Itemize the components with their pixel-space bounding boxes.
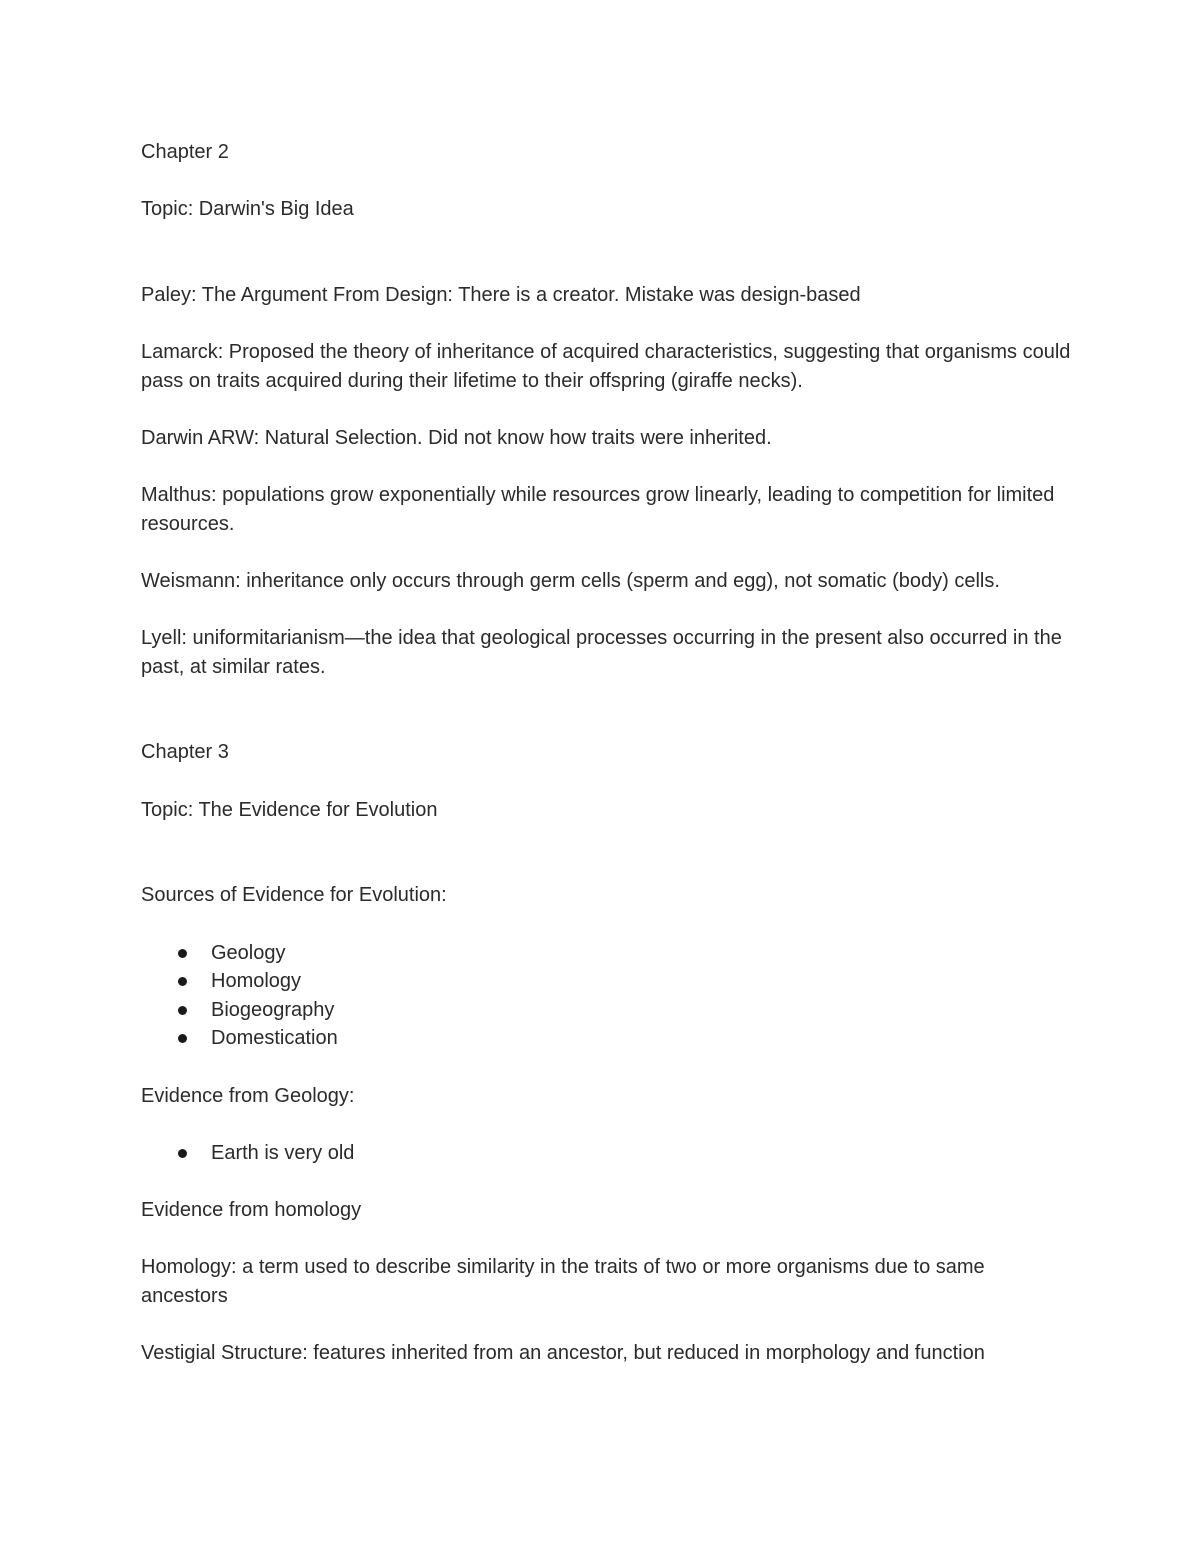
list-item xyxy=(141,967,1071,996)
geology-list xyxy=(141,1139,1071,1168)
homology-label: Evidence from homology xyxy=(141,1198,362,1221)
chapter-2-topic: Topic: Darwin's Big Idea xyxy=(141,198,354,221)
list-item-text: Earth is very old xyxy=(211,1141,355,1164)
list-item xyxy=(141,1139,1071,1168)
weismann-paragraph: Weismann: inheritance only occurs through germ cells (sperm and egg), not somatic (body) cells. xyxy=(141,569,1000,592)
list-item-text: Biogeography xyxy=(211,998,335,1021)
document-page xyxy=(141,138,1071,1368)
list-item-text: Homology xyxy=(211,970,302,993)
bullet-icon xyxy=(178,977,187,986)
bullet-icon xyxy=(178,949,187,958)
list-item xyxy=(141,1024,1071,1053)
paley-paragraph: Paley: The Argument From Design: There is a creator. Mistake was design-based xyxy=(141,283,861,306)
vestigial-definition: Vestigial Structure: features inherited from an ancestor, but reduced in morphology and function xyxy=(141,1341,985,1364)
lamarck-paragraph: Lamarck: Proposed the theory of inheritance of acquired characteristics, suggesting that organisms could pass on traits acquired during their lifetime to their offspring (giraffe necks). xyxy=(141,341,1071,392)
sources-list xyxy=(141,939,1071,1053)
bullet-icon xyxy=(178,1006,187,1015)
bullet-icon xyxy=(178,1034,187,1043)
bullet-icon xyxy=(178,1149,187,1158)
list-item-text: Geology xyxy=(211,941,286,964)
homology-definition: Homology: a term used to describe similarity in the traits of two or more organisms due to same ancestors xyxy=(141,1256,985,1307)
list-item xyxy=(141,939,1071,968)
geology-label: Evidence from Geology: xyxy=(141,1084,355,1107)
sources-label: Sources of Evidence for Evolution: xyxy=(141,884,447,907)
chapter-3-heading: Chapter 3 xyxy=(141,741,229,764)
chapter-3-topic: Topic: The Evidence for Evolution xyxy=(141,798,438,821)
malthus-paragraph: Malthus: populations grow exponentially while resources grow linearly, leading to competition for limited resources. xyxy=(141,484,1055,535)
lyell-paragraph: Lyell: uniformitarianism—the idea that geological processes occurring in the present also occurred in the past, at similar rates. xyxy=(141,627,1062,678)
chapter-2-heading: Chapter 2 xyxy=(141,141,229,163)
list-item-text: Domestication xyxy=(211,1027,338,1050)
list-item xyxy=(141,996,1071,1025)
darwin-paragraph: Darwin ARW: Natural Selection. Did not know how traits were inherited. xyxy=(141,426,772,449)
